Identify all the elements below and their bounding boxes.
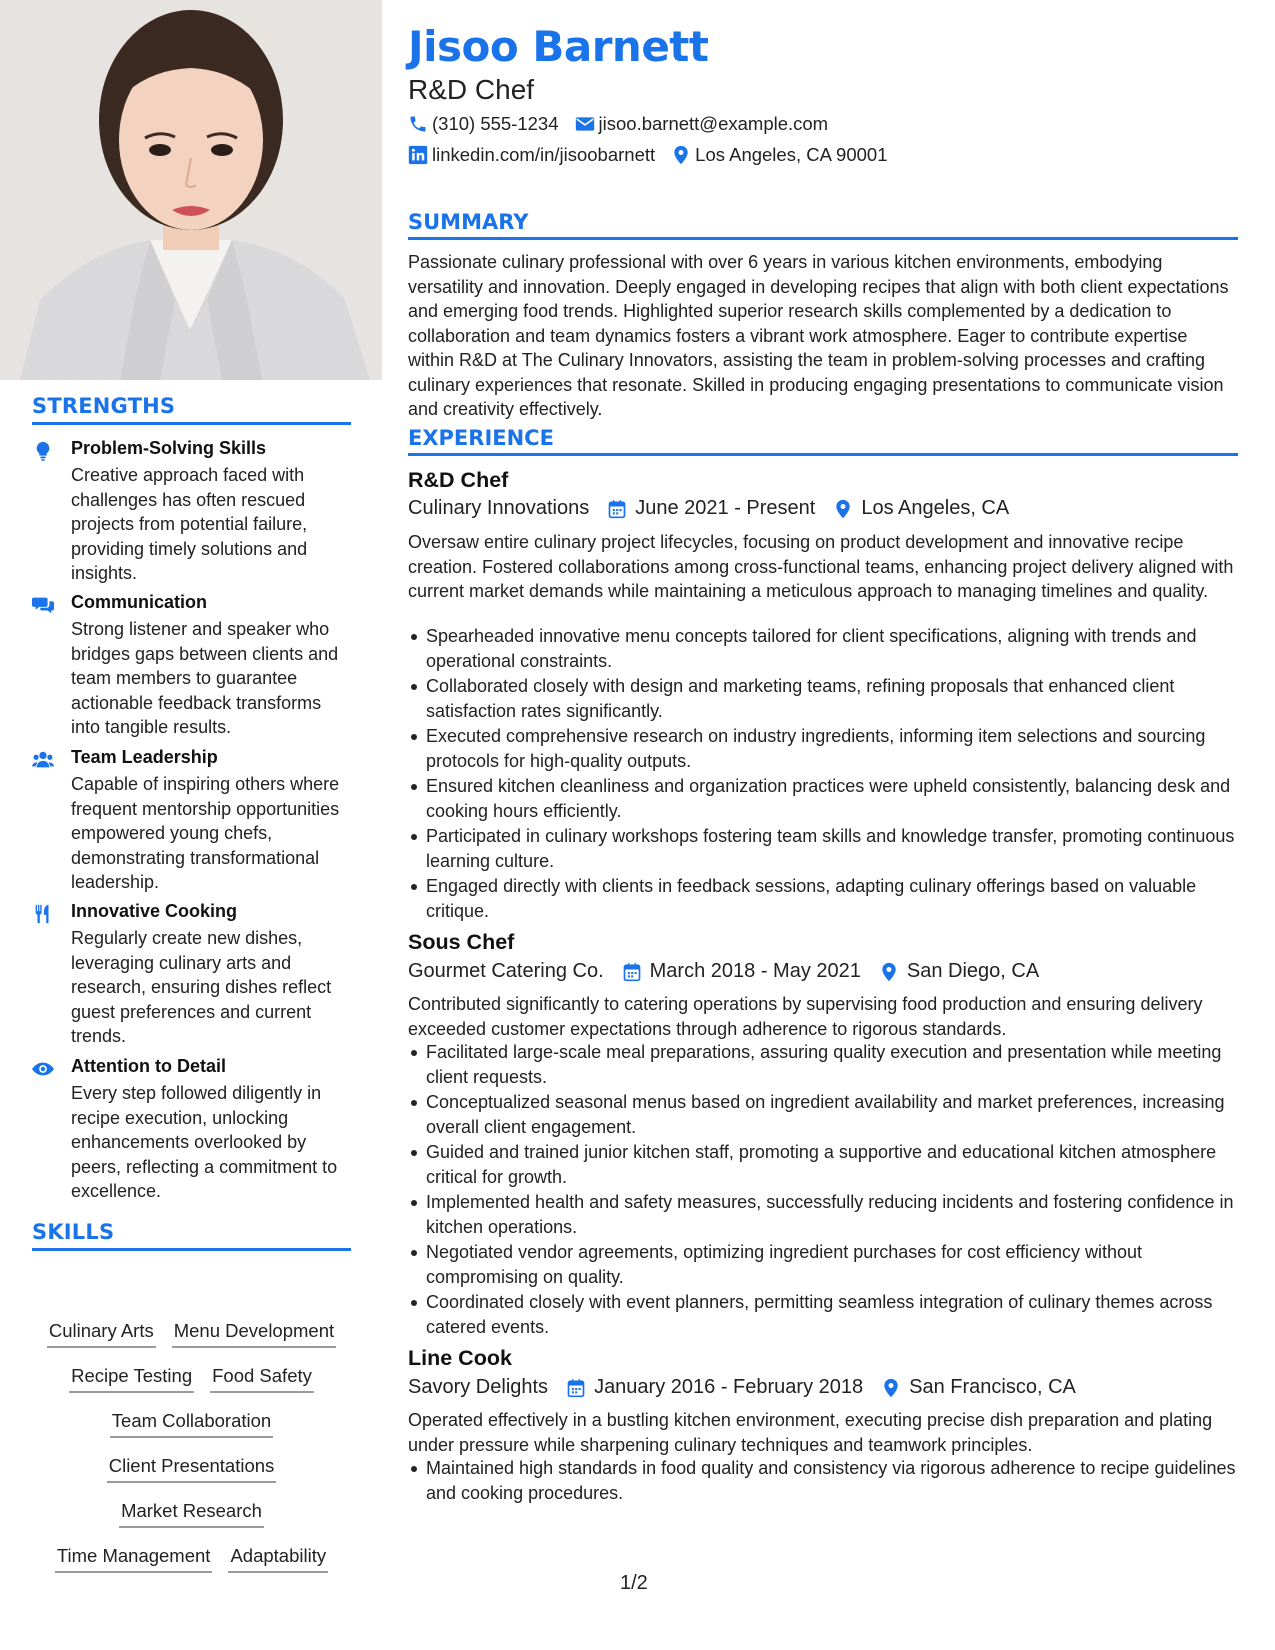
profile-photo: [0, 0, 382, 380]
job-description: Contributed significantly to catering operations by supervising food production and ensuring delivery exceeded customer expectations through adherence to rigorous standards.: [408, 994, 1203, 1039]
job-company: Gourmet Catering Co.: [408, 960, 604, 982]
job-company: Savory Delights: [408, 1376, 549, 1398]
summary-text: Passionate culinary professional with over 6 years in various kitchen environments, embodying versatility and innovation. Deeply engaged in developing recipes that align with both client expectations and emerging food trends. Highlighted superior research skills complemented by a dedication to collaboration and team dynamics fosters a vibrant work atmosphere. Eager to contribute expertise within R&D at The Culinary Innovators, assisting the team in problem-solving processes and crafting culinary experiences that resonate. Skilled in producing engaging presentations to communicate vision and creativity effectively.: [408, 252, 1229, 419]
linkedin-link[interactable]: linkedin.com/in/jisoobarnett: [432, 144, 656, 165]
map-pin-icon: [833, 499, 853, 519]
users-icon: [32, 749, 54, 771]
strength-title: Team Leadership: [71, 747, 218, 767]
calendar-icon: [622, 962, 642, 982]
sidebar: [0, 0, 382, 1650]
calendar-icon: [566, 1378, 586, 1398]
eye-icon: [32, 1058, 54, 1080]
job-meta: [408, 960, 1039, 983]
portrait-illustration: [0, 0, 382, 380]
job-title: R&D Chef: [408, 468, 509, 492]
skills-row: [32, 1365, 351, 1410]
job-description: Oversaw entire culinary project lifecycles, focusing on product development and innovative recipe creation. Fostered collaborations among cross-functional teams, enhancing project delivery aligned with current market demands while maintaining a meticulous approach to managing timelines and quality.: [408, 532, 1234, 601]
job-dates: June 2021 - Present: [635, 497, 816, 519]
job-bullets: [408, 624, 1238, 924]
location-text: Los Angeles, CA 90001: [695, 144, 888, 165]
strength-title: Communication: [71, 592, 208, 612]
linkedin-icon: [408, 145, 428, 165]
page-number: 1/2: [620, 1572, 648, 1594]
skills-heading: SKILLS: [32, 1220, 351, 1251]
lightbulb-icon: [32, 440, 54, 462]
strength-item: [32, 901, 351, 1046]
envelope-icon: [575, 114, 595, 134]
job-location: San Diego, CA: [906, 960, 1040, 982]
skill-tag: Adaptability: [228, 1545, 328, 1573]
chat-icon: [32, 594, 54, 616]
map-pin-icon: [879, 962, 899, 982]
list-item: Ensured kitchen cleanliness and organization practices were upheld consistently, balancing desk and cooking hours efficiently.: [408, 774, 1238, 823]
strength-item: [32, 438, 351, 583]
calendar-icon: [607, 499, 627, 519]
job-description: Operated effectively in a bustling kitchen environment, executing precise dish preparation and plating under pressure while sharpening culinary techniques and teamwork principles.: [408, 1410, 1213, 1455]
job-company: Culinary Innovations: [408, 497, 590, 519]
phone-icon: [408, 114, 428, 134]
skills-row: [32, 1320, 351, 1365]
skill-tag: Team Collaboration: [110, 1410, 273, 1438]
list-item: Implemented health and safety measures, successfully reducing incidents and fostering confidence in kitchen operations.: [408, 1190, 1238, 1239]
list-item: Collaborated closely with design and marketing teams, refining proposals that enhanced client satisfaction rates significantly.: [408, 674, 1238, 723]
skill-tag: Food Safety: [210, 1365, 314, 1393]
skills-section: [32, 1220, 351, 1251]
job-location: Los Angeles, CA: [861, 497, 1010, 519]
skills-row: [32, 1455, 351, 1500]
skill-tag: Menu Development: [172, 1320, 336, 1348]
job-bullets: [408, 1040, 1238, 1340]
contact-row: [408, 113, 828, 135]
phone-text[interactable]: (310) 555-1234: [432, 113, 559, 134]
list-item: Maintained high standards in food quality and consistency via rigorous adherence to recipe guidelines and cooking procedures.: [408, 1456, 1238, 1505]
job-meta: [408, 1376, 1076, 1399]
map-pin-icon: [671, 145, 691, 165]
skill-tag: Market Research: [119, 1500, 264, 1528]
skills-row: [32, 1500, 351, 1545]
strengths-section: [32, 394, 351, 425]
skills-list: [32, 1320, 351, 1590]
strength-description: Creative approach faced with challenges has often rescued projects from potential failure, providing timely solutions and insights.: [71, 465, 308, 583]
candidate-role: R&D Chef: [408, 74, 535, 105]
job-title: Line Cook: [408, 1346, 512, 1370]
strength-item: [32, 1056, 351, 1201]
utensils-icon: [32, 903, 54, 925]
contact-row: [408, 144, 888, 166]
strength-description: Regularly create new dishes, leveraging culinary arts and research, ensuring dishes reflect guest preferences and current trends.: [71, 928, 332, 1046]
list-item: Coordinated closely with event planners, permitting seamless integration of culinary themes across catered events.: [408, 1290, 1238, 1339]
list-item: Conceptualized seasonal menus based on ingredient availability and market preferences, increasing overall client engagement.: [408, 1090, 1238, 1139]
list-item: Executed comprehensive research on industry ingredients, informing item selections and sourcing protocols for high-quality outputs.: [408, 724, 1238, 773]
job-dates: March 2018 - May 2021: [649, 960, 861, 982]
strength-item: [32, 747, 351, 892]
job-meta: [408, 497, 1009, 520]
strength-description: Capable of inspiring others where frequent mentorship opportunities empowered young chefs, demonstrating transformational leadership.: [71, 774, 340, 892]
skill-tag: Client Presentations: [107, 1455, 277, 1483]
experience-heading: EXPERIENCE: [408, 426, 1238, 456]
list-item: Participated in culinary workshops fostering team skills and knowledge transfer, promoting continuous learning culture.: [408, 824, 1238, 873]
list-item: Facilitated large-scale meal preparations, assuring quality execution and presentation while meeting client requests.: [408, 1040, 1238, 1089]
job-location: San Francisco, CA: [909, 1376, 1076, 1398]
strength-item: [32, 592, 351, 737]
strength-title: Problem-Solving Skills: [71, 438, 267, 458]
strength-description: Every step followed diligently in recipe execution, unlocking enhancements overlooked by peers, reflecting a commitment to excellence.: [71, 1083, 338, 1201]
job-title: Sous Chef: [408, 930, 515, 954]
skills-row: [32, 1410, 351, 1455]
strength-title: Innovative Cooking: [71, 901, 238, 921]
strength-description: Strong listener and speaker who bridges gaps between clients and team members to guarantee actionable feedback transforms into tangible results.: [71, 619, 339, 737]
summary-heading: SUMMARY: [408, 210, 1238, 240]
list-item: Negotiated vendor agreements, optimizing ingredient purchases for cost efficiency without compromising on quality.: [408, 1240, 1238, 1289]
skill-tag: Time Management: [55, 1545, 213, 1573]
skill-tag: Recipe Testing: [69, 1365, 194, 1393]
list-item: Guided and trained junior kitchen staff, promoting a supportive and educational kitchen atmosphere critical for growth.: [408, 1140, 1238, 1189]
skills-row: [32, 1545, 351, 1590]
map-pin-icon: [881, 1378, 901, 1398]
strengths-heading: STRENGTHS: [32, 394, 351, 425]
strength-title: Attention to Detail: [71, 1056, 226, 1076]
skill-tag: Culinary Arts: [47, 1320, 156, 1348]
list-item: Spearheaded innovative menu concepts tailored for client specifications, aligning with trends and operational constraints.: [408, 624, 1238, 673]
list-item: Engaged directly with clients in feedback sessions, adapting culinary offerings based on valuable critique.: [408, 874, 1238, 923]
job-dates: January 2016 - February 2018: [594, 1376, 864, 1398]
email-link[interactable]: jisoo.barnett@example.com: [598, 113, 829, 134]
candidate-name: Jisoo Barnett: [408, 22, 709, 71]
job-bullets: [408, 1456, 1238, 1506]
